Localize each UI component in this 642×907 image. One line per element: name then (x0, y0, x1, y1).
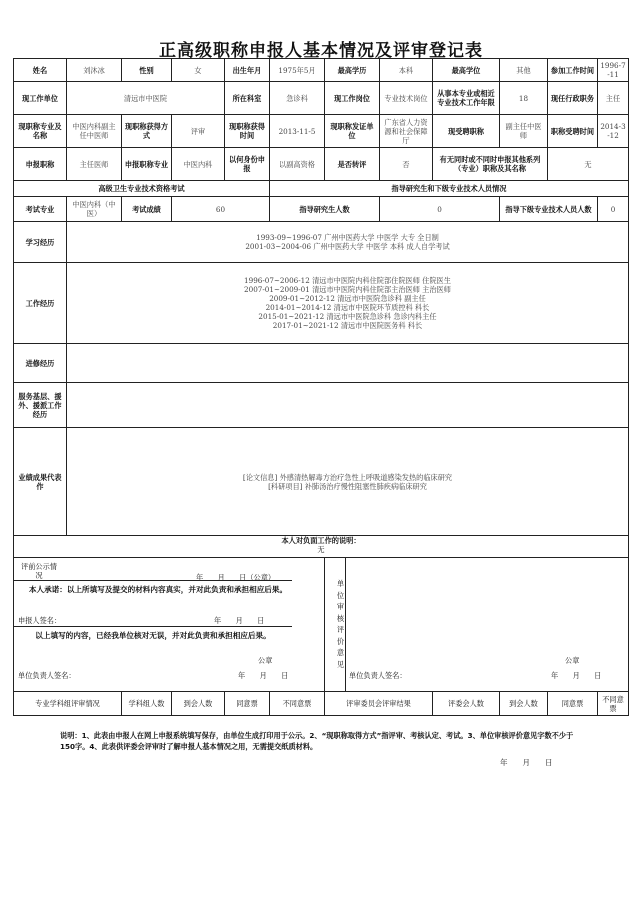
study-line: 2001-03~2004-06 广州中医药大学 中医学 本科 成人自学考试 (245, 242, 450, 251)
time-value: 2013-11-5 (270, 115, 325, 148)
work-line: 2014-01~2014-12 清远市中医院环节质控科 科长 (265, 303, 430, 312)
hiredtime-label: 职称受聘时间 (548, 115, 598, 148)
divider (14, 626, 292, 627)
attend2-label: 到会人数 (500, 692, 548, 716)
statement-value: 无 (317, 545, 325, 554)
workstart-label: 参加工作时间 (548, 59, 598, 82)
study-line: 1993-09~1996-07 广州中医药大学 中医学 大专 全日制 (256, 233, 439, 242)
name-value: 刘沐冰 (67, 59, 122, 82)
sign-left (14, 558, 325, 692)
result-label: 评审委员会评审结果 (325, 692, 433, 716)
birth-value: 1975年5月 (270, 59, 325, 82)
achievements-lines (67, 428, 629, 536)
exam-major-label: 考试专业 (14, 197, 67, 222)
post-value: 专业技术岗位 (380, 82, 433, 115)
work-line: 2007-01~2009-01 清远市中医院内科住院部主治医师 主治医师 (244, 285, 451, 294)
degree-value: 其他 (500, 59, 548, 82)
name-label: 姓名 (14, 59, 67, 82)
exam-score-value: 60 (172, 197, 270, 222)
registration-form (13, 58, 629, 716)
service-label: 服务基层、援外、援派工作经历 (14, 383, 67, 428)
work-label: 工作经历 (14, 263, 67, 344)
other-label: 有无同时或不同时申报其他系列（专业）职称及其名称 (433, 148, 548, 181)
hiredtime-value: 2014-3-12 (598, 115, 629, 148)
achievement-line: [科研项目] 补肺汤治疗慢性阻塞性肺疾病临床研究 (268, 481, 427, 491)
applicant-date: 年 月 日 (214, 616, 265, 625)
title-label: 现职称专业及名称 (14, 115, 67, 148)
gender-label: 性别 (122, 59, 172, 82)
work-line: 2017-01~2021-12 清远市中医院医务科 科长 (272, 321, 423, 330)
dept-label: 所在科室 (225, 82, 270, 115)
attend-label: 到会人数 (172, 692, 225, 716)
disagree2-label: 不同意票 (598, 692, 629, 716)
unit-seal: 公章 (258, 656, 273, 665)
issuer-value: 广东省人力资源和社会保障厅 (380, 115, 433, 148)
other-value: 无 (548, 148, 629, 181)
edu-label: 最高学历 (325, 59, 380, 82)
unit-sign-label: 单位负责人签名： (18, 671, 76, 680)
title-value: 中医内科副主任中医师 (67, 115, 122, 148)
exam-major-value: 中医内科（中医） (67, 197, 122, 222)
service-value (67, 383, 629, 428)
guide-header: 指导研究生和下级专业技术人员情况 (270, 181, 629, 197)
achievements-label: 业绩成果代表作 (14, 428, 67, 536)
statement-label: 本人对负面工作的说明： (281, 536, 361, 545)
statement-cell (14, 536, 629, 558)
staff-label: 指导下级专业技术人员人数 (500, 197, 598, 222)
admin-label: 现任行政职务 (548, 82, 598, 115)
identity-label: 以何身份申报 (225, 148, 270, 181)
post-label: 现工作岗位 (325, 82, 380, 115)
hired-label: 现受聘职称 (433, 115, 500, 148)
advanced-value (67, 344, 629, 383)
study-lines (67, 222, 629, 263)
sign-right (325, 558, 629, 692)
degree-label: 最高学位 (433, 59, 500, 82)
grad-value: 0 (380, 197, 500, 222)
gender-value: 女 (172, 59, 225, 82)
advanced-label: 进修经历 (14, 344, 67, 383)
divider (14, 580, 292, 581)
achievement-line: [论文信息] 外感清热解毒方治疗急性上呼吸道感染发热的临床研究 (242, 472, 453, 482)
identity-value: 以副高资格 (270, 148, 325, 181)
unit-label: 现工作单位 (14, 82, 67, 115)
apply-label: 申报职称 (14, 148, 67, 181)
review-seal: 公章 (565, 656, 580, 665)
agree-label: 同意票 (225, 692, 270, 716)
study-label: 学习经历 (14, 222, 67, 263)
transfer-label: 是否转评 (325, 148, 380, 181)
dept-value: 急诊科 (270, 82, 325, 115)
public-date: 年 月 日（公章） (196, 573, 276, 582)
hired-value: 副主任中医师 (500, 115, 548, 148)
committee-label: 评委会人数 (433, 692, 500, 716)
pledge-text: 本人承诺：以上所填写及提交的材料内容真实，并对此负责和承担相应后果。 (28, 585, 288, 594)
issuer-label: 现职称发证单位 (325, 115, 380, 148)
major-value: 中医内科 (172, 148, 225, 181)
apply-value: 主任医师 (67, 148, 122, 181)
staff-value: 0 (598, 197, 629, 222)
unit-date: 年 月 日 (238, 671, 289, 680)
exam-header: 高级卫生专业技术资格考试 (14, 181, 270, 197)
edu-value: 本科 (380, 59, 433, 82)
review-date: 年 月 日 (551, 671, 602, 680)
exam-score-label: 考试成绩 (122, 197, 172, 222)
public-label: 评前公示情况 (21, 562, 57, 580)
unit-value: 清远市中医院 (67, 82, 225, 115)
grad-label: 指导研究生人数 (270, 197, 380, 222)
time-label: 现职称获得时间 (225, 115, 270, 148)
review-sign-label: 单位负责人签名： (349, 671, 407, 680)
transfer-value: 否 (380, 148, 433, 181)
admin-value: 主任 (598, 82, 629, 115)
work-line: 1996-07~2006-12 清远市中医院内科住院部住院医师 住院医生 (244, 276, 451, 285)
footnote: 说明：1、此表由申报人在网上申报系统填写保存，由单位生成打印用于公示。2、“现职称取得方式”指评审、考核认定、考试。3、单位审核评价意见字数不少于150字。4、此表供评委会评审时了解申报人基本情况之用，无需提交纸质材料。 (60, 731, 574, 752)
unit-verify-text: 以上填写的内容，已经我单位核对无误，并对此负责和承担相应后果。 (35, 631, 271, 640)
specialty-label: 专业学科组评审情况 (14, 692, 122, 716)
major-label: 申报职称专业 (122, 148, 172, 181)
agree2-label: 同意票 (548, 692, 598, 716)
way-value: 评审 (172, 115, 225, 148)
disagree-label: 不同意票 (270, 692, 325, 716)
birth-label: 出生年月 (225, 59, 270, 82)
applicant-sign-label: 申报人签名： (18, 616, 62, 625)
work-lines (67, 263, 629, 344)
workstart-value: 1996-7-11 (598, 59, 629, 82)
bottom-date: 年 月 日 (500, 758, 553, 767)
work-line: 2009-01~2012-12 清远市中医院急诊科 副主任 (269, 294, 426, 303)
review-opinion-label: 单位审核评价意见 (336, 579, 345, 669)
years-label: 从事本专业或相近专业技术工作年限 (433, 82, 500, 115)
page-title: 正高级职称申报人基本情况及评审登记表 (159, 41, 483, 61)
members-label: 学科组人数 (122, 692, 172, 716)
years-value: 18 (500, 82, 548, 115)
way-label: 现职称获得方式 (122, 115, 172, 148)
work-line: 2015-01~2021-12 清远市中医院急诊科 急诊内科主任 (258, 312, 437, 321)
